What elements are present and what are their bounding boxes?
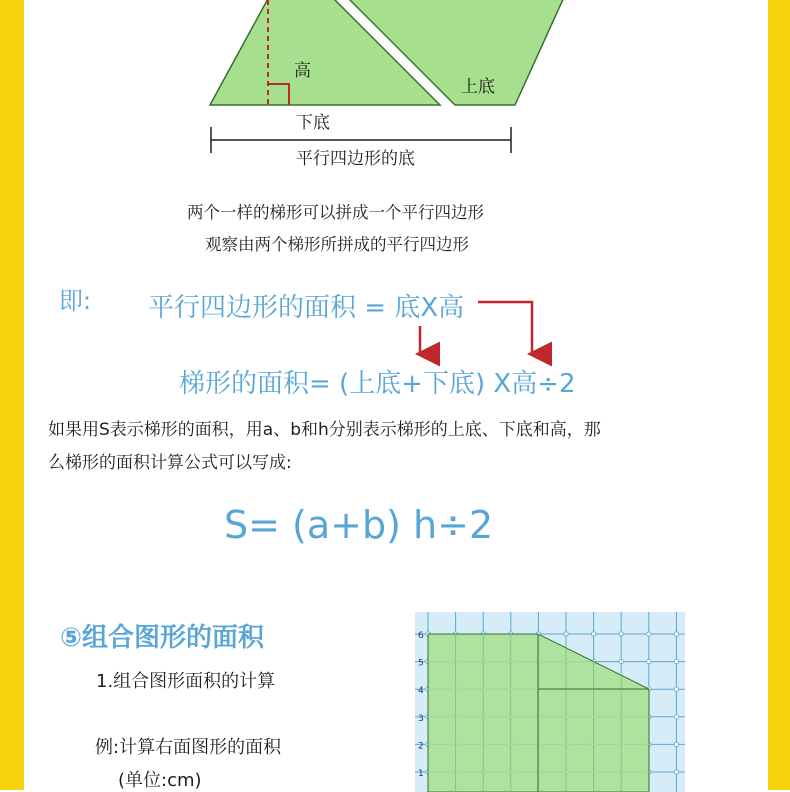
example-label: 例:计算右面图形的面积 xyxy=(95,737,282,758)
grid-node xyxy=(647,659,651,663)
height-label: 高 xyxy=(294,61,311,81)
grid-node xyxy=(674,715,678,719)
y-axis-label: 6 xyxy=(418,631,424,641)
formula-prefix: 即: xyxy=(59,287,92,315)
parallelogram-base-label: 平行四边形的底 xyxy=(296,149,415,169)
y-axis-label: 1 xyxy=(418,769,424,779)
trapezoid-formula-symbolic: S= (a+b) h÷2 xyxy=(224,503,494,547)
section-title-composite-area: ⑤组合图形的面积 xyxy=(60,623,265,653)
paragraph-line-1: 如果用S表示梯形的面积，用a、b和h分别表示梯形的上底、下底和高，那 xyxy=(48,420,601,440)
caption-line-2: 观察由两个梯形所拼成的平行四边形 xyxy=(205,235,469,254)
grid-node xyxy=(647,632,651,636)
bottom-base-label: 下底 xyxy=(296,113,330,133)
parallelogram-area-formula: 平行四边形的面积 = 底X高 xyxy=(148,293,465,323)
grid-node xyxy=(674,687,678,691)
paragraph-line-2: 么梯形的面积计算公式可以写成: xyxy=(48,453,292,473)
grid-node xyxy=(674,770,678,774)
top-base-label: 上底 xyxy=(461,77,495,97)
caption-line-1: 两个一样的梯形可以拼成一个平行四边形 xyxy=(187,203,484,222)
y-axis-label: 3 xyxy=(418,713,424,724)
grid-node xyxy=(674,632,678,636)
composite-grid-figure xyxy=(415,612,685,792)
subsection-composite-calculation: 1.组合图形面积的计算 xyxy=(96,671,276,692)
grid-node xyxy=(674,742,678,746)
y-axis-label: 4 xyxy=(418,686,424,697)
grid-node xyxy=(674,659,678,663)
trapezoid-diagram xyxy=(0,0,790,180)
arrow-height xyxy=(478,302,532,354)
y-axis-label: 5 xyxy=(418,658,424,669)
trapezoid-area-formula: 梯形的面积= (上底+下底) X高÷2 xyxy=(179,369,576,399)
y-axis-label: 2 xyxy=(418,741,424,752)
unit-label: (单位:cm) xyxy=(118,770,202,791)
